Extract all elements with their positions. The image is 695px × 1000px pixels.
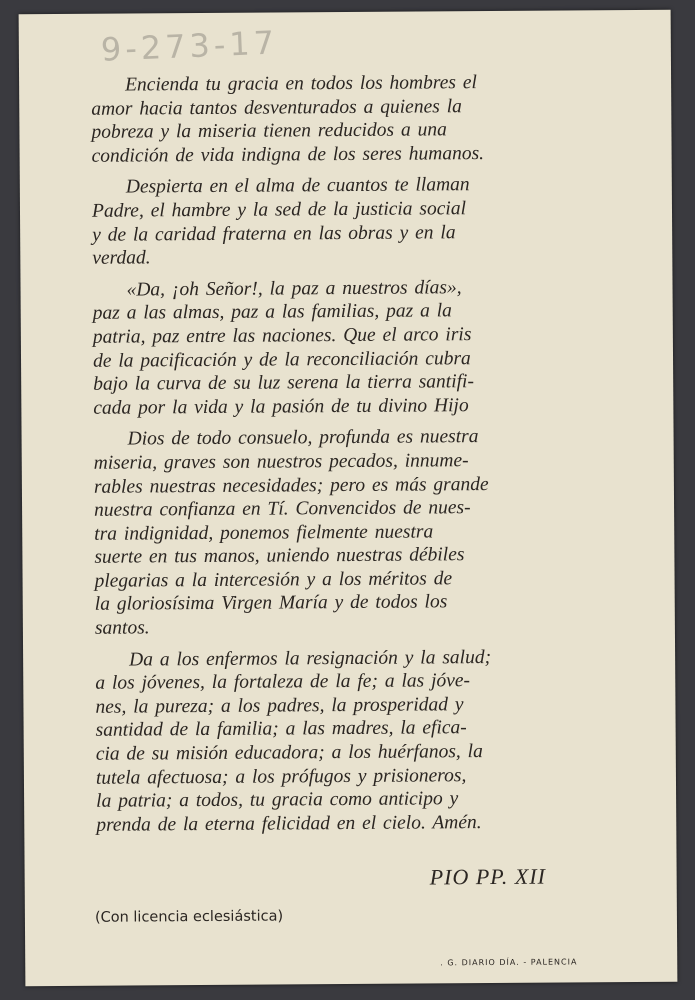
paragraph-4 (94, 424, 615, 640)
text-line: patria, paz entre las naciones. Que el arco iris (92, 324, 472, 348)
text-line: Encienda tu gracia en todos los hombres el (125, 72, 477, 96)
text-line: «Da, ¡oh Señor!, la paz a nuestros días», (126, 276, 462, 301)
text-line: cia de su misión educadora; a los huérfanos, la (95, 741, 483, 765)
text-line: Padre, el hambre y la sed de la justicia social (91, 198, 467, 222)
text-line: de la pacificación y de la reconciliación cubra (92, 347, 471, 372)
license-note: (Con licencia eclesiástica) (94, 908, 284, 926)
text-line: cada por la vida y la pasión de tu divino Hijo (93, 394, 469, 419)
text-line: rables nuestras necesidades; pero es más grande (93, 473, 489, 498)
text-line: y de la caridad fraterna en las obras y en la (92, 221, 456, 246)
text-line: nuestra confianza en Tí. Convencidos de nues- (94, 497, 471, 521)
paragraph-5 (95, 645, 616, 837)
text-line: tra indignidad, ponemos fielmente nuestra (94, 521, 434, 545)
text-line: Da a los enfermos la resignación y la salud; (129, 646, 492, 671)
text-line: plegarias a la intercesión y a los méritos de (94, 568, 453, 592)
prayer-text (91, 70, 616, 845)
text-line: amor hacia tantos desventurados a quienes la (91, 95, 462, 120)
paragraph-2 (92, 173, 613, 271)
text-line: nes, la pureza; a los padres, la prosperidad y (95, 694, 464, 718)
paragraph-1 (91, 70, 612, 168)
handwritten-note: 9-273-17 (100, 23, 279, 69)
text-line: santos. (94, 617, 150, 639)
text-line: tutela afectuosa; a los prófugos y prisioneros, (95, 764, 467, 789)
text-line: la gloriosísima Virgen María y de todos los (94, 591, 448, 616)
text-line: miseria, graves son nuestros pecados, innume- (93, 450, 469, 474)
text-line: pobreza y la miseria tienen reducidos a una (91, 119, 447, 143)
text-line: prenda de la eterna felicidad en el cielo. Amén. (96, 811, 482, 836)
text-line: la patria; a todos, tu gracia como anticipo y (96, 788, 459, 812)
printer-imprint: . G. DIARIO DÍA. - PALENCIA (440, 957, 578, 968)
signature: PIO PP. XII (429, 863, 547, 890)
text-line: condición de vida indigna de los seres humanos. (91, 142, 485, 167)
text-line: bajo la curva de su luz serena la tierra santifi- (93, 371, 474, 395)
text-line: paz a las almas, paz a las familias, paz a la (92, 300, 452, 325)
text-line: santidad de la familia; a las madres, la efica- (95, 717, 467, 742)
text-line: suerte en tus manos, uniendo nuestras débiles (94, 544, 465, 569)
text-line: Dios de todo consuelo, profunda es nuestra (127, 426, 479, 450)
text-line: Despierta en el alma de cuantos te llaman (125, 174, 470, 198)
paragraph-3 (92, 275, 613, 420)
prayer-card (19, 10, 678, 987)
text-line: a los jóvenes, la fortaleza de la fe; a las jóve- (95, 670, 471, 695)
text-line: verdad. (92, 247, 151, 269)
